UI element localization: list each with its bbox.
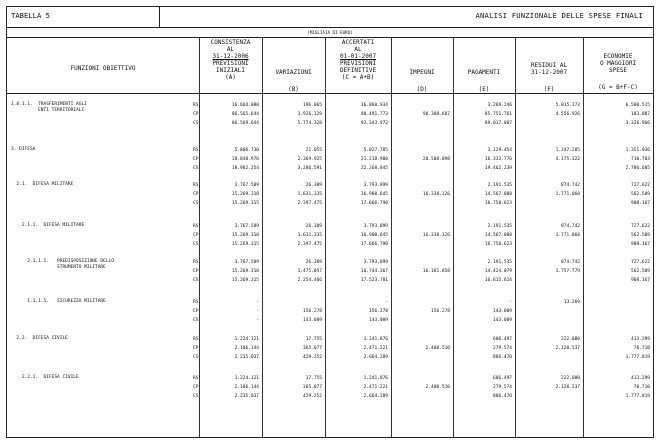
row-group-label: 2.1. DIFESA MILITARE — [11, 182, 74, 187]
row-type-code: CP — [193, 157, 199, 162]
pagamenti-code: (E) — [478, 86, 490, 93]
cell-g: 1.351.036 — [625, 148, 650, 153]
cell-g: 562.509 — [631, 233, 650, 238]
cell-f: 874.742 — [561, 224, 580, 229]
cell-a: 3.767.589 — [234, 183, 259, 188]
cell-c: 16.744.367 — [360, 269, 388, 274]
cell-f: 5.015.173 — [555, 103, 580, 108]
cell-g: 562.509 — [631, 269, 650, 274]
cell-g: 908.167 — [631, 201, 650, 206]
row-group-label: 2.2.1. DIFESA CIVILE — [11, 375, 79, 380]
row-group-label: 2.1.1.1. PREDISPOSIZIONE DELLO STRUMENTO MILITARE — [27, 259, 114, 270]
row-type-code: CS — [193, 242, 199, 247]
cell-a: 15.269.310 — [231, 192, 259, 197]
variazioni-code: (B) — [288, 86, 299, 93]
cell-b: 365.077 — [303, 346, 322, 351]
accertati-line2: AL — [354, 46, 362, 53]
impegni-code: (D) — [416, 86, 428, 93]
cell-a: 3.767.589 — [234, 224, 259, 229]
cell-c: 16.900.645 — [360, 192, 388, 197]
row-group-label: 2.2. DIFESA CIVILE — [11, 336, 68, 341]
cell-e: 886.470 — [493, 394, 512, 399]
cell-c: 5.827.785 — [363, 148, 388, 153]
row-type-code: CS — [193, 121, 199, 126]
impegni-label: IMPEGNI — [409, 69, 435, 76]
cell-b: 3.286.591 — [297, 166, 322, 171]
prev-iniziali-line2: INIZIALI — [216, 67, 245, 74]
row-type-code: CP — [193, 269, 199, 274]
cell-f: 2.120.537 — [555, 385, 580, 390]
cell-g: 70.710 — [633, 385, 650, 390]
cell-g: 70.710 — [633, 346, 650, 351]
cell-b: 196.065 — [303, 103, 322, 108]
economie-code: (G = B+F-C) — [598, 84, 638, 91]
pagamenti-label: PAGAMENTI — [467, 69, 501, 76]
title-bar — [7, 7, 653, 28]
cell-e: 16.758.623 — [484, 201, 512, 206]
cell-b: 17.755 — [305, 376, 322, 381]
row-type-code: CP — [193, 192, 199, 197]
cell-e: 16.758.623 — [484, 242, 512, 247]
cell-g: 908.167 — [631, 278, 650, 283]
cell-b: 1.631.335 — [297, 233, 322, 238]
cell-e: 16.615.614 — [484, 278, 512, 283]
cell-e: 3.269.246 — [487, 103, 512, 108]
row-type-code: CP — [193, 346, 199, 351]
cell-b: 2.397.475 — [297, 201, 322, 206]
cell-f: 1.771.068 — [555, 233, 580, 238]
cell-c: 2.664.289 — [363, 355, 388, 360]
cell-a: 18.982.254 — [231, 166, 259, 171]
cell-e: 19.462.239 — [484, 166, 512, 171]
header-economie — [583, 53, 653, 105]
header-funzioni-label: FUNZIONI OBIETTIVO — [70, 65, 136, 72]
cell-e: 606.497 — [493, 337, 512, 342]
cell-d: 16.338.126 — [422, 192, 450, 197]
cell-a: 2.235.037 — [234, 355, 259, 360]
cell-d: 16.338.126 — [422, 233, 450, 238]
cell-e: 606.497 — [493, 376, 512, 381]
cell-b: 2.254.466 — [297, 278, 322, 283]
row-type-code: RS — [193, 376, 199, 381]
cell-g: 908.167 — [631, 242, 650, 247]
cell-a: 18.848.976 — [231, 157, 259, 162]
consistenza-line2: AL — [226, 46, 235, 53]
cell-b: 143.009 — [303, 318, 322, 323]
prev-definitive-code: (C = A+B) — [341, 74, 375, 81]
cell-f: 4.556.926 — [555, 112, 580, 117]
consistenza-line1: CONSISTENZA — [210, 39, 251, 46]
prev-iniziali-line1: PREVISIONI — [212, 60, 249, 67]
cell-c: - — [385, 300, 388, 305]
row-type-code: RS — [193, 103, 199, 108]
row-type-code: CS — [193, 201, 199, 206]
cell-g: 413.299 — [631, 376, 650, 381]
cell-e: 14.567.088 — [484, 192, 512, 197]
cell-b: 5.774.328 — [297, 121, 322, 126]
consistenza-line3: 31-12-2006 — [212, 53, 249, 60]
cell-c: 17.666.790 — [360, 242, 388, 247]
economie-line3: SPESE — [608, 67, 628, 74]
header-top-rule — [7, 37, 653, 38]
cell-a: 16.664.080 — [231, 103, 259, 108]
cell-c: 90.491.773 — [360, 112, 388, 117]
row-type-code: CP — [193, 309, 199, 314]
accertati-line3: 01-01-2007 — [339, 53, 377, 60]
cell-e: 2.191.535 — [487, 183, 512, 188]
prev-definitive-line2: DEFINITIVE — [339, 67, 377, 74]
cell-e: 143.009 — [493, 318, 512, 323]
cell-d: 16.181.858 — [422, 269, 450, 274]
row-group-label: 1.8.1.1. TRASFERIMENTI AGLI ENTI TERRITORIALI — [11, 102, 87, 113]
col-divider — [199, 37, 200, 437]
cell-g: 1.777.819 — [625, 394, 650, 399]
cell-e: 3.129.454 — [487, 148, 512, 153]
cell-e: 279.574 — [493, 346, 512, 351]
row-type-code: CP — [193, 112, 199, 117]
cell-c: 2.664.289 — [363, 394, 388, 399]
cell-c: 21.218.900 — [360, 157, 388, 162]
row-type-code: RS — [193, 224, 199, 229]
cell-e: 143.009 — [493, 309, 512, 314]
cell-c: 22.268.845 — [360, 166, 388, 171]
row-type-code: RS — [193, 300, 199, 305]
header-accertati — [325, 39, 391, 91]
cell-c: 2.471.221 — [363, 346, 388, 351]
cell-c: 16.900.645 — [360, 233, 388, 238]
cell-a: 2.106.144 — [234, 346, 259, 351]
cell-g: 2.786.605 — [625, 166, 650, 171]
row-type-code: CS — [193, 278, 199, 283]
cell-b: 1.475.057 — [297, 269, 322, 274]
cell-c: 17.523.781 — [360, 278, 388, 283]
cell-e: 14.567.088 — [484, 233, 512, 238]
cell-f: 1.757.779 — [555, 269, 580, 274]
cell-c: 17.666.790 — [360, 201, 388, 206]
cell-a: 86.569.644 — [231, 121, 259, 126]
cell-f: 4.175.322 — [555, 157, 580, 162]
cell-g: 413.299 — [631, 337, 650, 342]
row-type-code: CS — [193, 318, 199, 323]
cell-g: 727.622 — [631, 183, 650, 188]
row-group-label: 3. DIFESA — [11, 147, 36, 152]
cell-c: 16.860.934 — [360, 103, 388, 108]
prev-iniziali-code: (A) — [225, 74, 236, 81]
cell-c: 92.343.972 — [360, 121, 388, 126]
cell-c: 2.471.221 — [363, 385, 388, 390]
cell-c: 3.793.899 — [363, 260, 388, 265]
residui-line2: 31-12-2007 — [530, 69, 568, 76]
cell-f: 874.742 — [561, 260, 580, 265]
cell-c: 3.793.899 — [363, 183, 388, 188]
cell-a: - — [256, 300, 259, 305]
cell-c: 1.241.876 — [363, 376, 388, 381]
row-type-code: RS — [193, 260, 199, 265]
cell-b: 2.397.475 — [297, 242, 322, 247]
cell-a: 1.224.121 — [234, 376, 259, 381]
cell-b: 17.755 — [305, 337, 322, 342]
cell-e: 85.751.761 — [484, 112, 512, 117]
cell-g: 710.703 — [631, 157, 650, 162]
cell-a: 15.269.310 — [231, 233, 259, 238]
cell-e: 16.333.776 — [484, 157, 512, 162]
variazioni-label: VARIAZIONI — [275, 69, 312, 76]
prev-definitive-line1: PREVISIONI — [339, 60, 377, 67]
cell-b: 365.077 — [303, 385, 322, 390]
cell-d: 20.508.098 — [422, 157, 450, 162]
cell-f: 222.080 — [561, 337, 580, 342]
cell-a: - — [256, 309, 259, 314]
cell-a: 2.235.037 — [234, 394, 259, 399]
row-group-label: 1.1.1.5. SICUREZZA MILITARE — [11, 299, 106, 304]
cell-c: 1.241.876 — [363, 337, 388, 342]
cell-f: 13.269 — [563, 300, 580, 305]
cell-e: 14.424.079 — [484, 269, 512, 274]
cell-g: 6.580.515 — [625, 103, 650, 108]
cell-a: 86.565.644 — [231, 112, 259, 117]
cell-c: 143.009 — [369, 318, 388, 323]
cell-c: 3.793.899 — [363, 224, 388, 229]
table-title: ANALISI FUNZIONALE DELLE SPESE FINALI — [475, 11, 643, 20]
cell-f: 2.120.537 — [555, 346, 580, 351]
cell-b: 1.631.335 — [297, 192, 322, 197]
col-divider — [325, 37, 326, 437]
cell-d: 156.278 — [431, 309, 450, 314]
residui-line1: RESIDUI AL — [530, 62, 568, 69]
cell-e: 886.470 — [493, 355, 512, 360]
title-divider — [159, 7, 160, 27]
cell-b: 26.309 — [305, 183, 322, 188]
cell-e: 279.574 — [493, 385, 512, 390]
cell-c: 156.278 — [369, 309, 388, 314]
cell-a: 5.806.730 — [234, 148, 259, 153]
cell-f: 222.080 — [561, 376, 580, 381]
cell-d: 98.308.687 — [422, 112, 450, 117]
cell-a: - — [256, 318, 259, 323]
cell-b: 429.252 — [303, 394, 322, 399]
accertati-line1: ACCERTATI — [341, 39, 375, 46]
cell-a: 15.269.315 — [231, 278, 259, 283]
row-type-code: CS — [193, 355, 199, 360]
cell-a: 15.269.315 — [231, 201, 259, 206]
cell-g: 727.622 — [631, 224, 650, 229]
document-page — [6, 6, 654, 438]
cell-b: 2.369.925 — [297, 157, 322, 162]
cell-a: 3.767.589 — [234, 260, 259, 265]
row-type-code: CS — [193, 166, 199, 171]
cell-f: 1.347.285 — [555, 148, 580, 153]
cell-b: 21.055 — [305, 148, 322, 153]
cell-e: 89.017.007 — [484, 121, 512, 126]
economie-line1: ECONOMIE — [603, 53, 633, 60]
row-type-code: CS — [193, 394, 199, 399]
cell-g: 727.622 — [631, 260, 650, 265]
residui-code: (F) — [543, 86, 555, 93]
cell-g: 562.509 — [631, 192, 650, 197]
row-type-code: RS — [193, 337, 199, 342]
cell-b: 26.309 — [305, 260, 322, 265]
cell-d: 2.400.510 — [425, 385, 450, 390]
cell-b: 429.252 — [303, 355, 322, 360]
cell-a: 15.269.310 — [231, 269, 259, 274]
row-type-code: RS — [193, 148, 199, 153]
cell-f: 874.742 — [561, 183, 580, 188]
table-label: TABELLA 5 — [11, 11, 50, 20]
row-type-code: CP — [193, 385, 199, 390]
economie-line2: O MAGGIORI — [599, 60, 637, 67]
cell-e: 2.191.535 — [487, 224, 512, 229]
cell-f: 1.771.068 — [555, 192, 580, 197]
cell-e: - — [509, 300, 512, 305]
cell-b: 156.278 — [303, 309, 322, 314]
cell-d: 2.400.510 — [425, 346, 450, 351]
cell-g: 183.087 — [631, 112, 650, 117]
cell-e: 2.191.535 — [487, 260, 512, 265]
cell-a: 1.224.121 — [234, 337, 259, 342]
cell-g: 3.326.966 — [625, 121, 650, 126]
cell-a: 2.106.144 — [234, 385, 259, 390]
row-type-code: CP — [193, 233, 199, 238]
row-type-code: RS — [193, 183, 199, 188]
cell-a: 15.269.315 — [231, 242, 259, 247]
row-group-label: 2.1.1. DIFESA MILITARE — [11, 223, 85, 228]
cell-b: 26.309 — [305, 224, 322, 229]
header-consistenza — [199, 39, 262, 91]
cell-g: 1.777.819 — [625, 355, 650, 360]
units-subtitle: (MIGLIAIA DI EURO) — [307, 30, 353, 35]
cell-b: 3.926.129 — [297, 112, 322, 117]
